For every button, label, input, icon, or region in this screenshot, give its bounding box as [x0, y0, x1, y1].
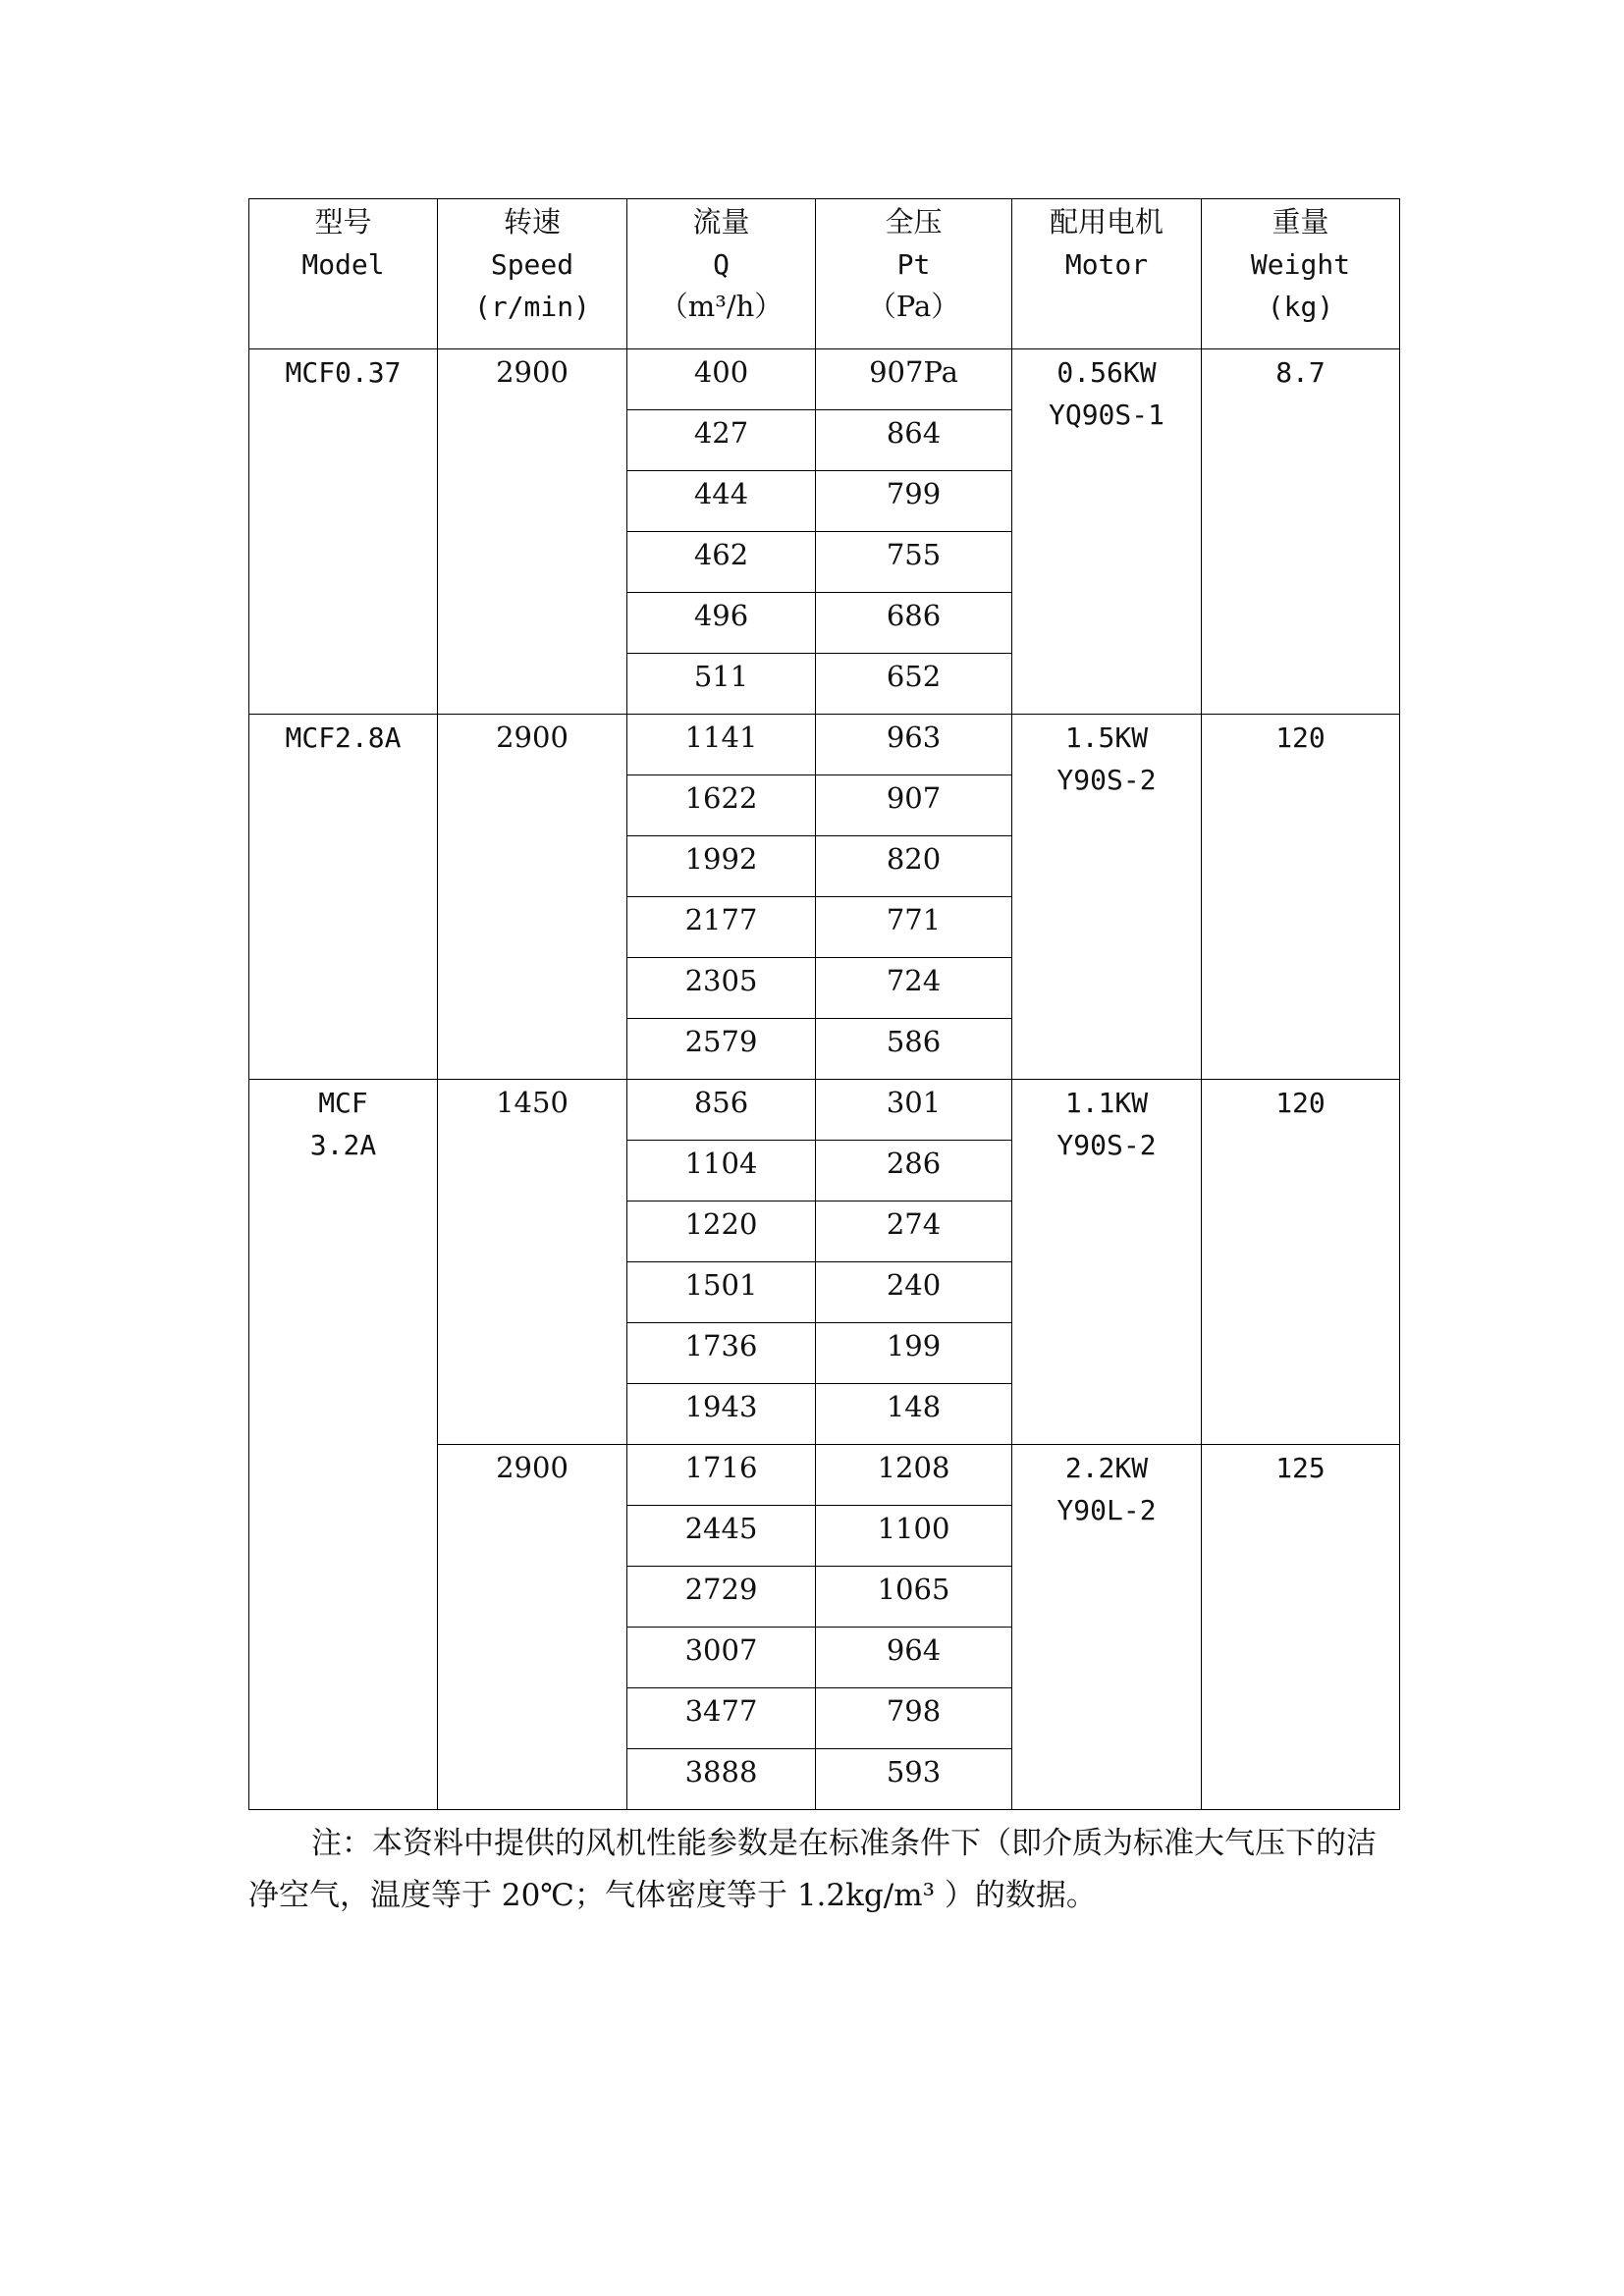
pressure-value: 1065 [877, 1573, 950, 1606]
pressure-cell [816, 349, 1012, 410]
speed-cell [438, 715, 627, 1080]
pressure-value: 771 [886, 903, 942, 936]
pressure-cell [816, 410, 1012, 471]
header-unit: (kg) [1267, 291, 1334, 323]
table-body [249, 349, 1400, 1810]
model-text: 3.2A [309, 1129, 377, 1161]
speed-value: 2900 [496, 1451, 568, 1484]
fan-performance-table [248, 198, 1400, 1810]
header-speed [438, 199, 627, 349]
flow-cell [627, 775, 816, 836]
pressure-value: 240 [886, 1268, 942, 1302]
flow-value: 1141 [684, 721, 758, 754]
table-row [249, 715, 1400, 775]
weight-value: 120 [1275, 721, 1326, 754]
flow-cell [627, 1749, 816, 1810]
flow-value: 1622 [684, 781, 758, 815]
pressure-value: 274 [886, 1207, 942, 1241]
flow-value: 427 [693, 416, 749, 450]
motor-text: 1.5KW [1064, 721, 1149, 754]
pressure-value: 907Pa [869, 355, 958, 389]
motor-text: Y90S-2 [1056, 764, 1157, 796]
pressure-value: 652 [886, 660, 942, 693]
weight-value: 125 [1275, 1452, 1326, 1484]
header-weight [1202, 199, 1400, 349]
weight-cell [1202, 349, 1400, 715]
motor-cell [1012, 349, 1202, 715]
model-text: MCF [318, 1087, 368, 1119]
pressure-cell [816, 532, 1012, 593]
flow-cell [627, 410, 816, 471]
flow-value: 400 [693, 355, 749, 389]
pressure-value: 1208 [877, 1451, 950, 1484]
pressure-cell [816, 654, 1012, 715]
flow-cell [627, 593, 816, 654]
weight-value: 8.7 [1275, 356, 1326, 389]
model-cell [249, 715, 438, 1080]
pressure-cell [816, 593, 1012, 654]
speed-value: 2900 [496, 721, 568, 754]
speed-value: 1450 [496, 1086, 568, 1119]
header-unit: （m³/h） [659, 290, 784, 323]
flow-value: 511 [693, 660, 749, 693]
flow-cell [627, 1141, 816, 1201]
pressure-cell [816, 1323, 1012, 1384]
flow-value: 2579 [684, 1025, 758, 1058]
footnote: 注：本资料中提供的风机性能参数是在标准条件下（即介质为标准大气压下的洁净空气，温度等于 20℃；气体密度等于 1.2kg/m³ ）的数据。 [248, 1826, 1377, 1913]
pressure-cell [816, 1628, 1012, 1688]
pressure-value: 1100 [877, 1512, 950, 1545]
flow-value: 1992 [684, 842, 758, 876]
flow-value: 1736 [684, 1329, 758, 1362]
flow-cell [627, 1323, 816, 1384]
header-label-zh: 配用电机 [1049, 205, 1164, 239]
header-label-en: Q [713, 248, 730, 281]
motor-text: Y90S-2 [1056, 1129, 1157, 1161]
flow-cell [627, 532, 816, 593]
flow-value: 1220 [684, 1207, 758, 1241]
table-row [249, 1080, 1400, 1141]
pressure-cell [816, 715, 1012, 775]
header-pressure [816, 199, 1012, 349]
pressure-cell [816, 836, 1012, 897]
pressure-value: 820 [886, 842, 942, 876]
speed-cell [438, 1080, 627, 1445]
model-text: MCF0.37 [285, 356, 402, 389]
weight-cell [1202, 1080, 1400, 1445]
header-label-en: Model [301, 248, 385, 281]
flow-value: 3888 [684, 1755, 758, 1789]
flow-value: 3477 [684, 1694, 758, 1728]
flow-cell [627, 1445, 816, 1506]
flow-cell [627, 1262, 816, 1323]
flow-cell [627, 1080, 816, 1141]
header-model [249, 199, 438, 349]
flow-cell [627, 1567, 816, 1628]
pressure-value: 907 [886, 781, 942, 815]
pressure-cell [816, 1506, 1012, 1567]
pressure-value: 963 [886, 721, 942, 754]
weight-cell [1202, 715, 1400, 1080]
header-label-zh: 全压 [885, 205, 943, 239]
pressure-cell [816, 471, 1012, 532]
flow-cell [627, 1201, 816, 1262]
pressure-value: 593 [886, 1755, 942, 1789]
model-cell [249, 1080, 438, 1810]
flow-value: 2445 [684, 1512, 758, 1545]
pressure-value: 864 [886, 416, 942, 450]
weight-cell [1202, 1445, 1400, 1810]
weight-value: 120 [1275, 1087, 1326, 1119]
motor-text: 0.56KW [1056, 356, 1157, 389]
flow-value: 2729 [684, 1573, 758, 1606]
flow-cell [627, 1628, 816, 1688]
header-label-en: Motor [1064, 248, 1149, 281]
pressure-cell [816, 775, 1012, 836]
header-unit: （Pa） [867, 290, 960, 323]
flow-value: 856 [693, 1086, 749, 1119]
pressure-cell [816, 1262, 1012, 1323]
speed-value: 2900 [496, 355, 568, 389]
pressure-value: 586 [886, 1025, 942, 1058]
flow-value: 1943 [684, 1390, 758, 1423]
flow-value: 2177 [684, 903, 758, 936]
pressure-value: 286 [886, 1147, 942, 1180]
flow-cell [627, 1019, 816, 1080]
header-label-en: Pt [896, 248, 931, 281]
motor-cell [1012, 715, 1202, 1080]
pressure-value: 199 [886, 1329, 942, 1362]
flow-value: 1104 [684, 1147, 758, 1180]
pressure-value: 755 [886, 538, 942, 571]
motor-text: Y90L-2 [1056, 1494, 1157, 1526]
pressure-value: 799 [886, 477, 942, 510]
pressure-cell [816, 1445, 1012, 1506]
pressure-value: 148 [886, 1390, 942, 1423]
speed-cell [438, 349, 627, 715]
pressure-cell [816, 1688, 1012, 1749]
header-label-zh: 流量 [692, 205, 750, 239]
model-cell [249, 349, 438, 715]
pressure-cell [816, 897, 1012, 958]
flow-value: 496 [693, 599, 749, 632]
pressure-value: 964 [886, 1633, 942, 1667]
flow-value: 3007 [684, 1633, 758, 1667]
pressure-value: 798 [886, 1694, 942, 1728]
pressure-cell [816, 958, 1012, 1019]
motor-cell [1012, 1080, 1202, 1445]
flow-cell [627, 654, 816, 715]
motor-text: 2.2KW [1064, 1452, 1149, 1484]
header-label-zh: 重量 [1272, 205, 1329, 239]
pressure-cell [816, 1749, 1012, 1810]
flow-value: 1501 [684, 1268, 758, 1302]
speed-cell [438, 1445, 627, 1810]
flow-value: 462 [693, 538, 749, 571]
flow-cell [627, 1384, 816, 1445]
pressure-cell [816, 1567, 1012, 1628]
header-row [249, 199, 1400, 349]
pressure-value: 686 [886, 599, 942, 632]
pressure-cell [816, 1019, 1012, 1080]
pressure-cell [816, 1384, 1012, 1445]
header-flow [627, 199, 816, 349]
pressure-value: 724 [886, 964, 942, 997]
motor-text: YQ90S-1 [1048, 399, 1164, 431]
flow-cell [627, 836, 816, 897]
flow-cell [627, 715, 816, 775]
motor-text: 1.1KW [1064, 1087, 1149, 1119]
header-label-zh: 型号 [314, 205, 372, 239]
flow-cell [627, 349, 816, 410]
flow-cell [627, 897, 816, 958]
header-label-en: Speed [490, 248, 574, 281]
model-text: MCF2.8A [285, 721, 402, 754]
table-row [249, 349, 1400, 410]
flow-cell [627, 1688, 816, 1749]
table-header [249, 199, 1400, 349]
header-label-en: Weight [1250, 248, 1351, 281]
flow-cell [627, 958, 816, 1019]
header-label-zh: 转速 [503, 205, 561, 239]
flow-value: 2305 [684, 964, 758, 997]
header-unit: (r/min) [473, 291, 590, 323]
flow-value: 1716 [684, 1451, 758, 1484]
pressure-value: 301 [886, 1086, 942, 1119]
flow-value: 444 [693, 477, 749, 510]
pressure-cell [816, 1201, 1012, 1262]
pressure-cell [816, 1080, 1012, 1141]
flow-cell [627, 471, 816, 532]
pressure-cell [816, 1141, 1012, 1201]
header-motor [1012, 199, 1202, 349]
motor-cell [1012, 1445, 1202, 1810]
flow-cell [627, 1506, 816, 1567]
